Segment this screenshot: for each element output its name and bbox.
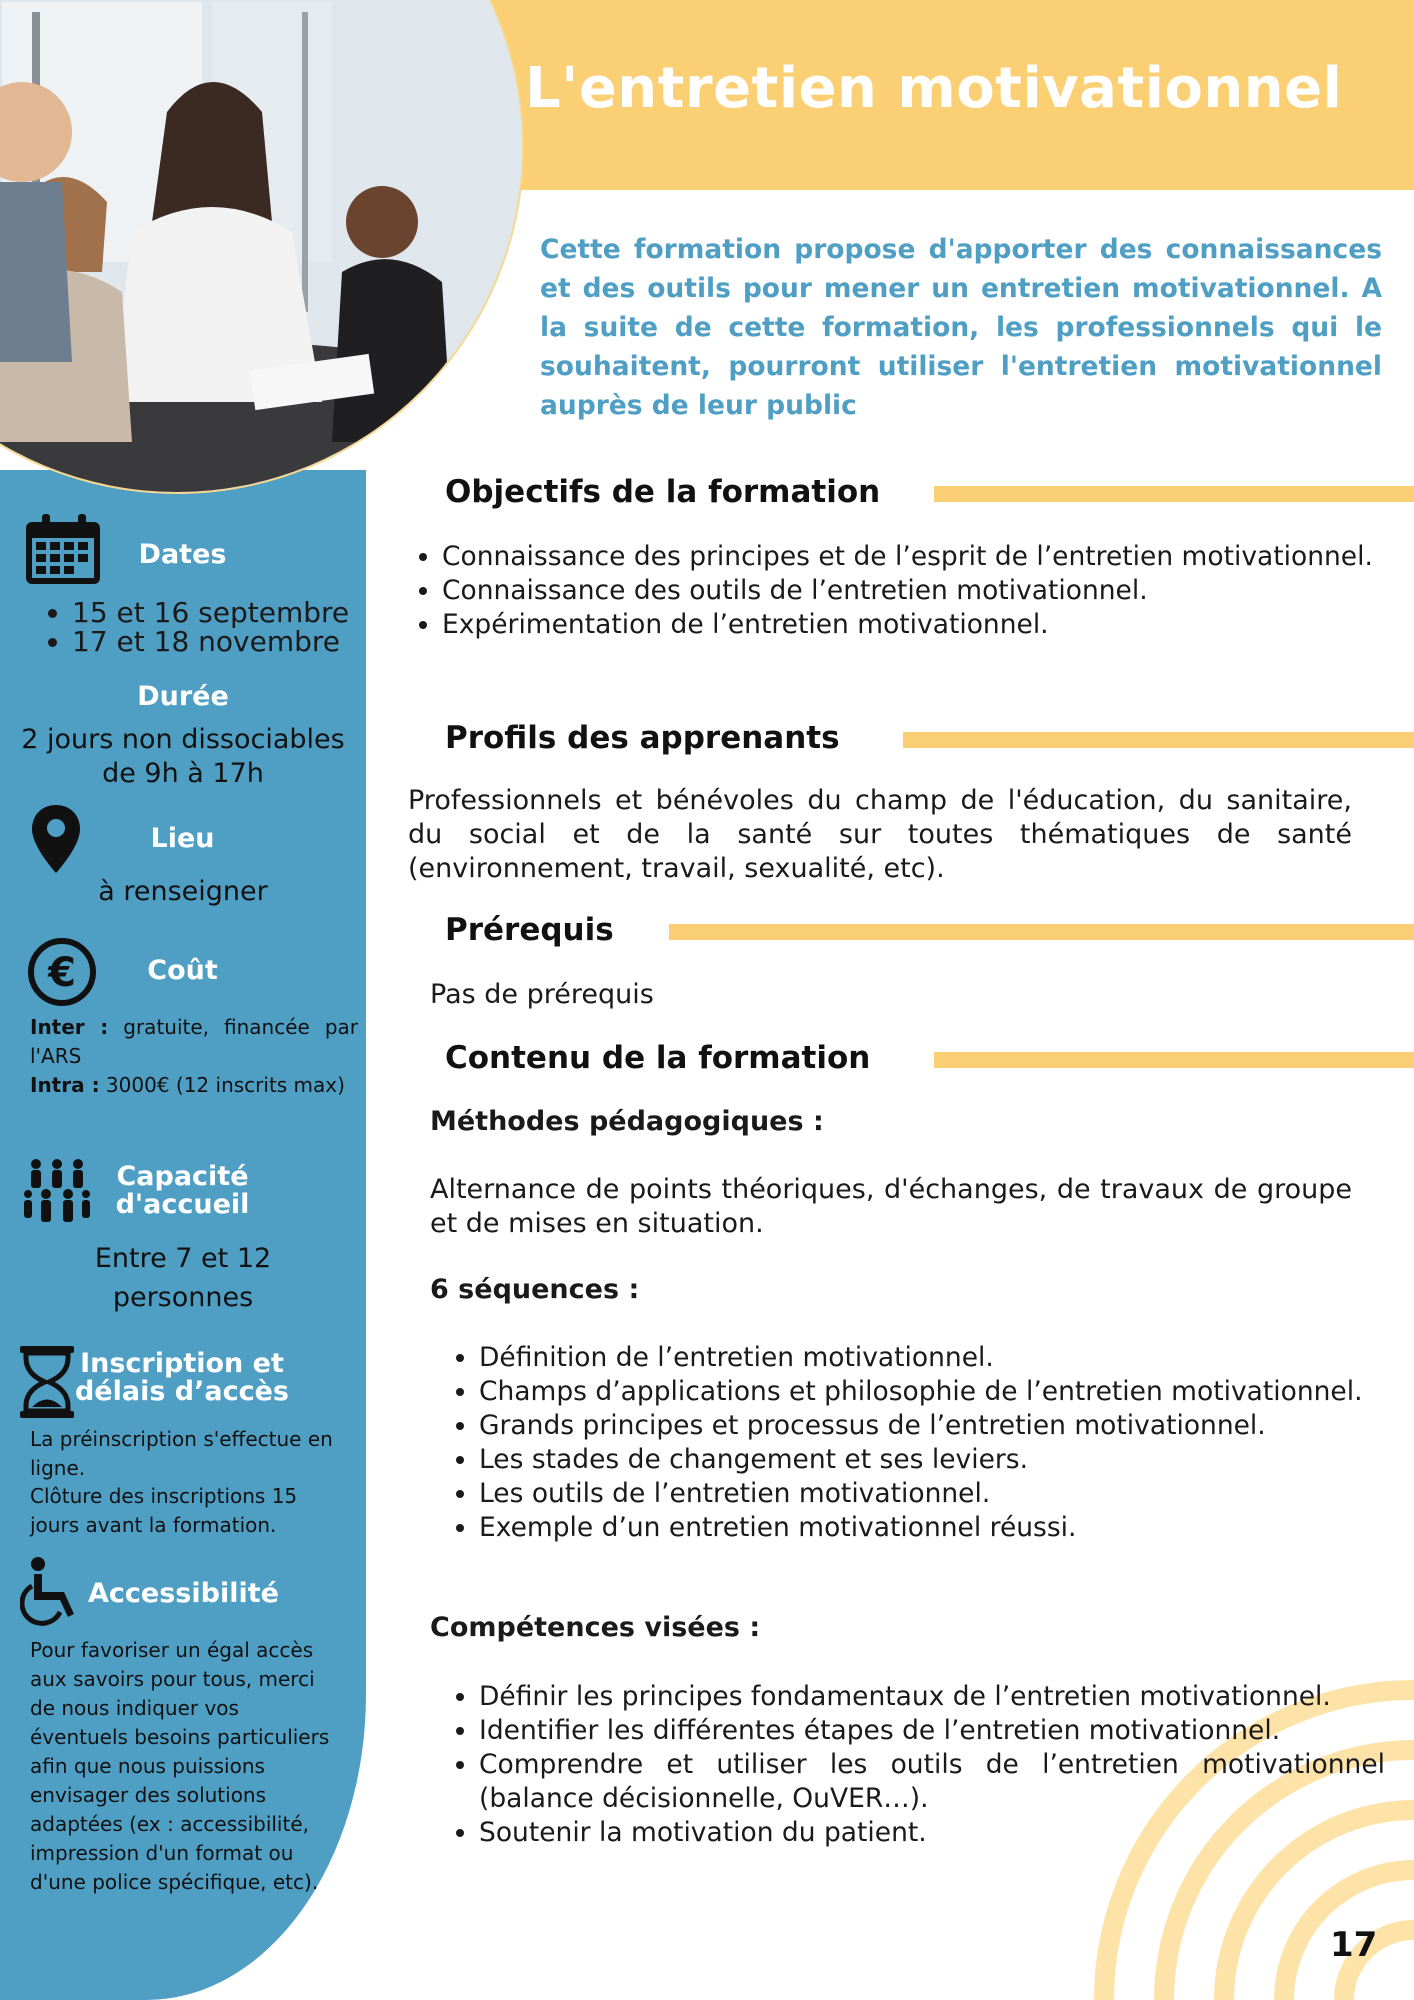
- cout-intra-value: 3000€ (12 inscrits max): [105, 1073, 345, 1097]
- capacite-line2: personnes: [112, 1282, 254, 1313]
- duree-line2: de 9h à 17h: [102, 758, 264, 789]
- methodes-text: Alternance de points théoriques, d'échanges, de travaux de groupe et de mises en situation.: [430, 1174, 1352, 1239]
- map-pin-icon: [30, 803, 82, 875]
- cout-title: Coût: [147, 955, 218, 986]
- sequences-list: [445, 1341, 1385, 1545]
- prerequis-title: Prérequis: [445, 912, 614, 948]
- duree-title: Durée: [137, 681, 229, 712]
- calendar-icon: [22, 510, 106, 590]
- profils-title: Profils des apprenants: [445, 720, 840, 756]
- objectifs-item: • Expérimentation de l’entretien motivationnel.: [442, 608, 1385, 642]
- lieu-title: Lieu: [150, 823, 215, 854]
- cout-inter-value: gratuite, financée par l'ARS: [30, 1015, 358, 1068]
- dates-item: • 17 et 18 novembre: [72, 627, 392, 656]
- dates-title: Dates: [138, 539, 227, 570]
- objectifs-list: [408, 540, 1385, 642]
- competences-list: [445, 1680, 1385, 1850]
- contenu-bar: [934, 1052, 1414, 1068]
- objectifs-item: • Connaissance des principes et de l’esprit de l’entretien motivationnel.: [442, 540, 1385, 574]
- intro-text: Cette formation propose d'apporter des connaissances et des outils pour mener un entretien motivationnel. A la suite de cette formation, les professionnels qui le souhaitent, pourront utiliser l'entretien motivationnel auprès de leur public: [540, 234, 1382, 421]
- competences-item: • Identifier les différentes étapes de l’entretien motivationnel.: [479, 1714, 1385, 1748]
- sequences-item: • Les outils de l’entretien motivationnel.: [479, 1477, 1385, 1511]
- profils-text: Professionnels et bénévoles du champ de l'éducation, du sanitaire, du social et de la santé sur toutes thématiques de santé (environnement, travail, sexualité, etc).: [408, 785, 1352, 884]
- competences-item: • Comprendre et utiliser les outils de l’entretien motivationnel (balance décisionnelle, OuVER…).: [479, 1748, 1385, 1816]
- euro-icon: [26, 936, 98, 1008]
- page-title: L'entretien motivationnel: [525, 56, 1343, 121]
- profils-heading: [445, 718, 1414, 758]
- objectifs-item: • Connaissance des outils de l’entretien motivationnel.: [442, 574, 1385, 608]
- dates-list: [38, 598, 392, 656]
- capacite-title-line1: Capacité: [116, 1161, 249, 1192]
- sequences-item: • Grands principes et processus de l’entretien motivationnel.: [479, 1409, 1385, 1443]
- competences-label: Compétences visées :: [430, 1612, 761, 1643]
- dates-item: • 15 et 16 septembre: [72, 598, 392, 627]
- duree-line1: 2 jours non dissociables: [21, 724, 345, 755]
- inscription-title-line2: délais d’accès: [74, 1376, 290, 1407]
- sequences-item: • Définition de l’entretien motivationnel.: [479, 1341, 1385, 1375]
- objectifs-title: Objectifs de la formation: [445, 474, 881, 510]
- capacite-line1: Entre 7 et 12: [94, 1243, 272, 1274]
- inscription-title-line1: Inscription et: [80, 1348, 284, 1379]
- contenu-title: Contenu de la formation: [445, 1040, 871, 1076]
- competences-item: • Soutenir la motivation du patient.: [479, 1816, 1385, 1850]
- sequences-item: • Exemple d’un entretien motivationnel réussi.: [479, 1511, 1385, 1545]
- cout-intra: [30, 1071, 358, 1100]
- inscription-text2: Clôture des inscriptions 15 jours avant la formation.: [30, 1484, 298, 1537]
- methodes-label: Méthodes pédagogiques :: [430, 1106, 824, 1137]
- wheelchair-icon: [20, 1556, 86, 1626]
- competences-item: • Définir les principes fondamentaux de l’entretien motivationnel.: [479, 1680, 1385, 1714]
- lieu-value: à renseigner: [98, 876, 268, 907]
- cout-inter-label: Inter :: [30, 1015, 109, 1039]
- svg-text:€: €: [48, 950, 76, 996]
- group-icon: [22, 1156, 92, 1226]
- contenu-heading: [445, 1038, 1414, 1078]
- prerequis-text: Pas de prérequis: [430, 979, 654, 1010]
- inscription-text1: La préinscription s'effectue en ligne.: [30, 1427, 333, 1480]
- page-number: 17: [1330, 1925, 1378, 1965]
- hourglass-icon: [18, 1344, 76, 1420]
- accessibilite-text: Pour favoriser un égal accès aux savoirs pour tous, merci de nous indiquer vos éventuels besoins particuliers afin que nous puissions envisager des solutions adaptées (ex : accessibilité, impression d'un format ou d'une police spécifique, etc).: [30, 1638, 330, 1894]
- cout-intra-label: Intra :: [30, 1073, 100, 1097]
- meeting-illustration: [0, 0, 522, 492]
- sequences-label: 6 séquences :: [430, 1274, 640, 1305]
- accessibilite-title: Accessibilité: [88, 1578, 279, 1609]
- profils-bar: [903, 732, 1414, 748]
- sequences-item: • Les stades de changement et ses leviers.: [479, 1443, 1385, 1477]
- prerequis-heading: [445, 910, 1414, 950]
- meeting-photo: [0, 0, 524, 494]
- capacite-title-line2: d'accueil: [115, 1189, 250, 1220]
- objectifs-heading: [445, 472, 1414, 512]
- sequences-item: • Champs d’applications et philosophie de l’entretien motivationnel.: [479, 1375, 1385, 1409]
- cout-inter: [30, 1013, 358, 1071]
- objectifs-bar: [934, 486, 1414, 502]
- prerequis-bar: [669, 924, 1414, 940]
